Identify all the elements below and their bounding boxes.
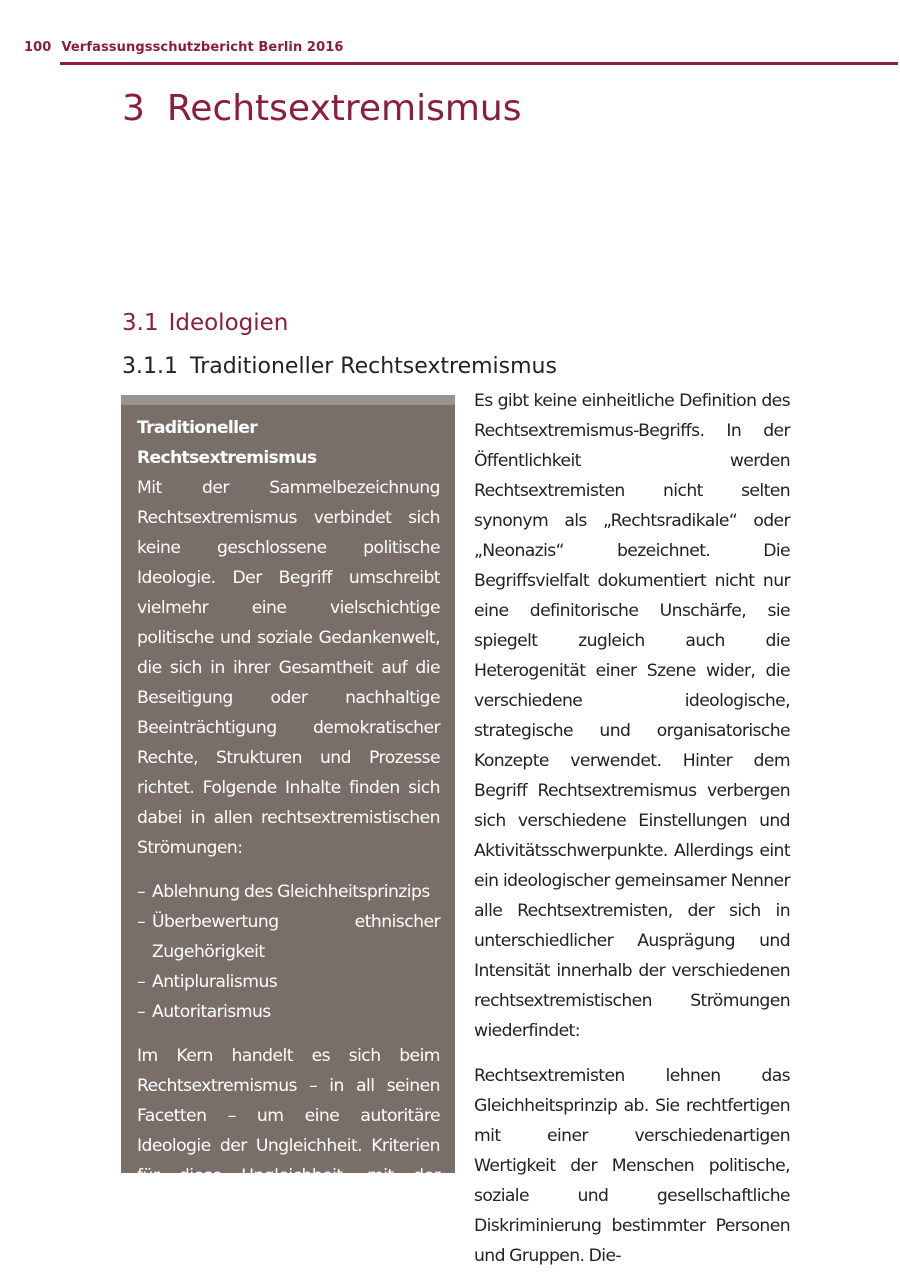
list-item: – Ablehnung des Gleichheitsprinzips xyxy=(137,877,440,907)
section-title-text: Ideologien xyxy=(168,310,289,336)
infobox-intro: Mit der Sammelbezeichnung Rechtsextremismus verbindet sich keine geschlossene politische Ideologie. Der Begriff umschreibt vielmehr eine vielschichtige politische und soziale Gedankenwelt, die sich in ihrer Gesamtheit auf die Beseitigung oder nachhaltige Beeinträchtigung demokratischer Rechte, Strukturen und Prozesse richtet. Folgende Inhalte finden sich dabei in allen rechtsextremistischen Strömungen: xyxy=(137,478,440,858)
infobox-content xyxy=(121,405,455,1251)
infobox-top-bar xyxy=(121,395,455,405)
body-text xyxy=(474,386,790,1286)
body-paragraph: Rechtsextremisten lehnen das Gleichheitsprinzip ab. Sie rechtfertigen mit einer verschiedenartigen Wertigkeit der Menschen politische, soziale und gesellschaftliche Diskriminierung bestimmter Personen und Gruppen. Die- xyxy=(474,1066,790,1266)
header-rule xyxy=(60,62,898,65)
infobox xyxy=(121,395,455,1246)
dash-bullet: – xyxy=(137,882,146,902)
list-item: – Überbewertung ethnischer Zugehörigkeit xyxy=(137,907,440,967)
body-paragraph: Es gibt keine einheitliche Definition des Rechtsextremismus-Begriffs. In der Öffentlichkeit werden Rechtsextremisten nicht selten synonym als „Rechtsradikale“ oder „Neonazis“ bezeichnet. Die Begriffsvielfalt dokumentiert nicht nur eine definitorische Unschärfe, sie spiegelt zugleich auch die Heterogenität einer Szene wider, die verschiedene ideologische, strategische und organisatorische Konzepte verwendet. Hinter dem Begriff Rechtsextremismus verbergen sich verschiedene Einstellungen und Aktivitätsschwerpunkte. Allerdings eint ein ideologischer gemeinsamer Nenner alle Rechtsextremisten, der sich in unterschiedlicher Ausprägung und Intensität innerhalb der verschiedenen rechtsextremistischen Strömungen wiederfindet: xyxy=(474,391,790,1041)
chapter-number: 3 xyxy=(122,88,145,129)
chapter-title-text: Rechtsextremismus xyxy=(166,88,522,129)
infobox-outro: Im Kern handelt es sich beim Rechtsextremismus – in all seinen Facetten – um eine autoritäre Ideologie der Ungleichheit. Kriterien für diese Ungleichheit, mit der Rechtsextremisten eine Ungleichwertigkeit verbinden, xyxy=(137,1046,440,1246)
infobox-title: Traditioneller Rechtsextremismus xyxy=(137,418,317,468)
dash-bullet: – xyxy=(137,912,146,932)
subsection-title-text: Traditioneller Rechtsextremismus xyxy=(189,354,557,379)
list-item: – Antipluralismus xyxy=(137,967,440,997)
page-number: 100 xyxy=(24,40,52,55)
infobox-list xyxy=(137,877,440,1027)
subsection-title xyxy=(122,354,557,379)
publication-title: Verfassungsschutzbericht Berlin 2016 xyxy=(61,40,344,55)
dash-bullet: – xyxy=(137,972,146,992)
list-item: – Autoritarismus xyxy=(137,997,440,1027)
subsection-number: 3.1.1 xyxy=(122,354,178,379)
section-title xyxy=(122,310,288,336)
section-number: 3.1 xyxy=(122,310,159,336)
dash-bullet: – xyxy=(137,1002,146,1022)
running-header xyxy=(24,40,344,55)
chapter-title xyxy=(122,88,522,129)
